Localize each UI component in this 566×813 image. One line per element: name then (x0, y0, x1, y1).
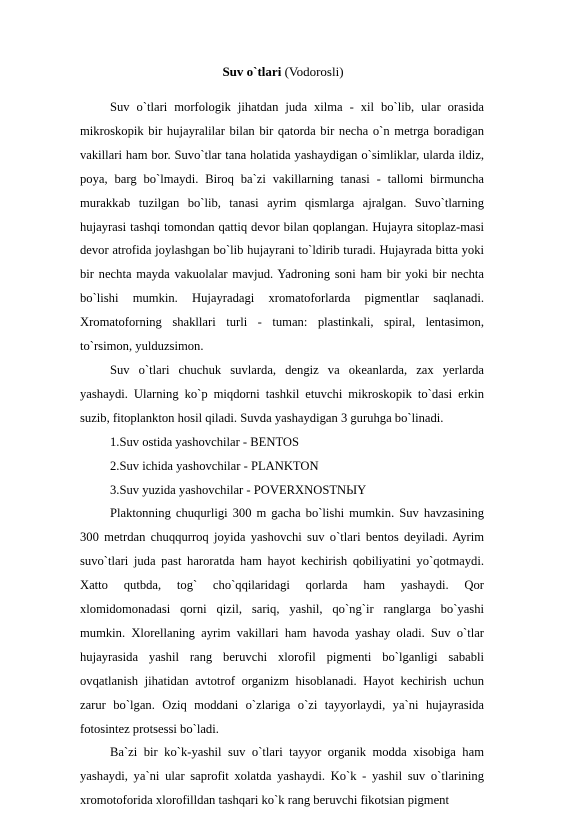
document-title (0, 64, 566, 80)
paragraph-plankton-depth: Plaktonning chuqurligi 300 m gacha bo`lishi mumkin. Suv havzasining 300 metrdan chuqqurroq joyida yashovchi suv o`tlari bentos deyiladi. Ayrim suvo`tlari juda past haroratda ham hayot kechirish qobiliyatini yo`qotmaydi. Xatto qutbda, tog` cho`qqilaridagi qorlarda ham yashaydi. Qor xlomidomonadasi qorni qizil, sariq, yashil, qo`ng`ir ranglarga bo`yashi mumkin. Xlorellaning ayrim vakillari ham havoda yashay oladi. Suv o`tlar hujayrasida yashil rang beruvchi xlorofil pigmenti bo`lganligi sababli ovqatlanish jihatidan avtotrof organizm hisoblanadi. Hayot kechirish uchun zarur bo`lgan. Oziq moddani o`zlariga o`zi tayyorlaydi, ya`ni hujayrasida fotosintez protsessi bo`ladi. (80, 506, 484, 736)
title-subtitle: (Vodorosli) (281, 64, 344, 79)
list-item-surface: 3.Suv yuzida yashovchilar - POVERXNOSTNЫY (110, 482, 367, 497)
document-body (80, 96, 484, 813)
list-item-plankton: 2.Suv ichida yashovchilar - PLANKTON (110, 458, 319, 473)
list-item-bentos: 1.Suv ostida yashovchilar - BENTOS (110, 434, 300, 449)
paragraph-habitat: Suv o`tlari chuchuk suvlarda, dengiz va okeanlarda, zax yerlarda yashaydi. Ularning ko`p miqdorni tashkil etuvchi mikroskopik to`dasi erkin suzib, fitoplankton hosil qiladi. Suvda yashaydigan 3 guruhga bo`linadi. (80, 362, 484, 425)
paragraph-blue-green: Ba`zi bir ko`k-yashil suv o`tlari tayyor organik modda xisobiga ham yashaydi, ya`ni ular saprofit xolatda yashaydi. Ko`k - yashil suv o`tlarining xromotoforida xlorofilldan tashqari ko`k rang beruvchi fikotsian pigment (80, 745, 484, 808)
title-bold: Suv o`tlari (222, 64, 282, 79)
paragraph-morphology: Suv o`tlari morfologik jihatdan juda xilma - xil bo`lib, ular orasida mikroskopik bir hujayralilar bilan bir qatorda bir necha o`n metrga boradigan vakillari ham bor. Suvo`tlar tana holatida yashaydigan o`simliklar, ularda ildiz, poya, barg bo`lmaydi. Biroq ba`zi vakillarning tanasi - tallomi birmuncha murakkab tuzilgan bo`lib, tanasi ayrim qismlarga ajralgan. Suvo`tlarning hujayrasi tashqi tomondan qattiq devor bilan qoplangan. Hujayra sitoplaz-masi devor atrofida joylashgan bo`lib hujayrani to`ldirib turadi. Hujayrada bitta yoki bir nechta mayda vakuolalar mavjud. Yadroning soni ham bir yoki bir nechta bo`lishi mumkin. Hujayradagi xromatoforlarda pigmentlar saqlanadi. Xromatoforning shakllari turli - tuman: plastinkali, spiral, lentasimon, to`rsimon, yulduzsimon. (80, 100, 484, 354)
